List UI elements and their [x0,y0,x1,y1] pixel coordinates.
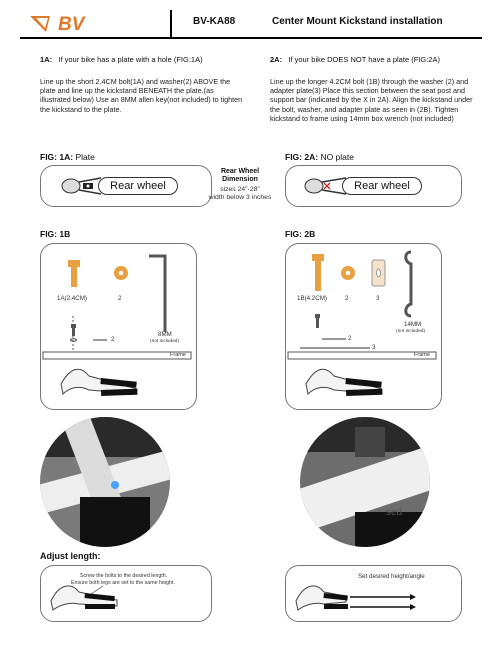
part-2b-2-label: 2 [345,295,349,302]
wrench-14mm-note: (not included) [396,329,426,334]
fig-2a-title: FIG: 2A: [285,152,319,162]
header-rule [20,37,482,39]
svg-text:sed: sed [386,507,403,518]
logo-text: BV [58,14,85,35]
adjust-right-note: Set desired height/angle [358,573,425,580]
dimension-title [200,168,280,184]
callout-2b-2: 2 [348,335,352,342]
dimension-line-2: width below 3 inches [208,194,272,201]
part-1b-label: 1B(4.2CM) [297,295,327,302]
parts-1b-icon [41,244,196,409]
bike-frame-photo-left [40,417,170,547]
adjust-title: Adjust length: [40,551,101,561]
page-title: Center Mount Kickstand installation [272,16,443,27]
photo-right-closeup [300,417,430,547]
dimension-title-1: Rear Wheel [220,168,260,175]
frame-2b-label: Frame [414,352,430,358]
fig-2b-label: FIG: 2B [285,229,316,239]
left-instructions: Line up the short 2.4CM bolt(1A) and washer(2) ABOVE the plate and line up the kickstand BENEATH the plate.(as illustrated below) Use an 8MM allen key(not included) to tighten the kickstand to the plate. [40,77,243,114]
fig-2a-sub: NO plate [320,152,354,162]
left-heading-text: If your bike has a plate with a hole (FIG:1A) [58,55,203,64]
fig-1a-label [40,152,95,162]
right-heading-text: If your bike DOES NOT have a plate (FIG:2A) [288,55,440,64]
model-number: BV-KA88 [193,16,236,27]
frame-1b-label: Frame [170,352,186,358]
fig-2a-rear-wheel: Rear wheel [342,177,422,195]
header-divider [170,10,172,38]
fig-1a-sub: Plate [75,152,95,162]
left-heading [40,55,203,64]
wrench-8mm-label: 8MM [158,331,172,338]
fig-1a-rear-wheel: Rear wheel [98,177,178,195]
photo-left-closeup [40,417,170,547]
part-2-label: 2 [118,295,122,302]
left-heading-label: 1A: [40,55,53,64]
adjust-left-note-1: Screw the bolts to the desired length. [80,573,168,579]
right-heading [270,55,440,64]
fig-1a-title: FIG: 1A: [40,152,74,162]
dimension-title-2: Dimension [222,176,258,183]
callout-1b-2: 2 [111,336,115,343]
right-instructions: Line up the longer 4.2CM bolt (1B) through the washer (2) and adapter plate(3) Place this section between the seat post and support bar (indicated by the X in 2A). Align the kickstand under the bolt, washer, and adapter plate as seen in (2B). Tighten kickstand to frame using 14mm box wrench (not included) [270,77,473,123]
callout-2b-3: 3 [372,344,376,351]
wrench-14mm-label: 14MM [404,321,422,328]
adjust-left-note-2: Ensure both legs are set to the same height. [71,580,175,586]
logo [28,10,128,36]
wrench-8mm-note: (not included) [150,339,180,344]
part-3-label: 3 [376,295,380,302]
dimension-line-1: sizes 24"-28" [220,186,260,193]
fig-2a-label [285,152,354,162]
right-heading-label: 2A: [270,55,283,64]
dimension-note [196,186,284,202]
bike-frame-photo-right [300,417,430,547]
fig-1b-label: FIG: 1B [40,229,71,239]
brand-logo-icon [28,10,128,36]
part-1a-label: 1A(2.4CM) [57,295,87,302]
fig-1b-panel [40,243,197,410]
